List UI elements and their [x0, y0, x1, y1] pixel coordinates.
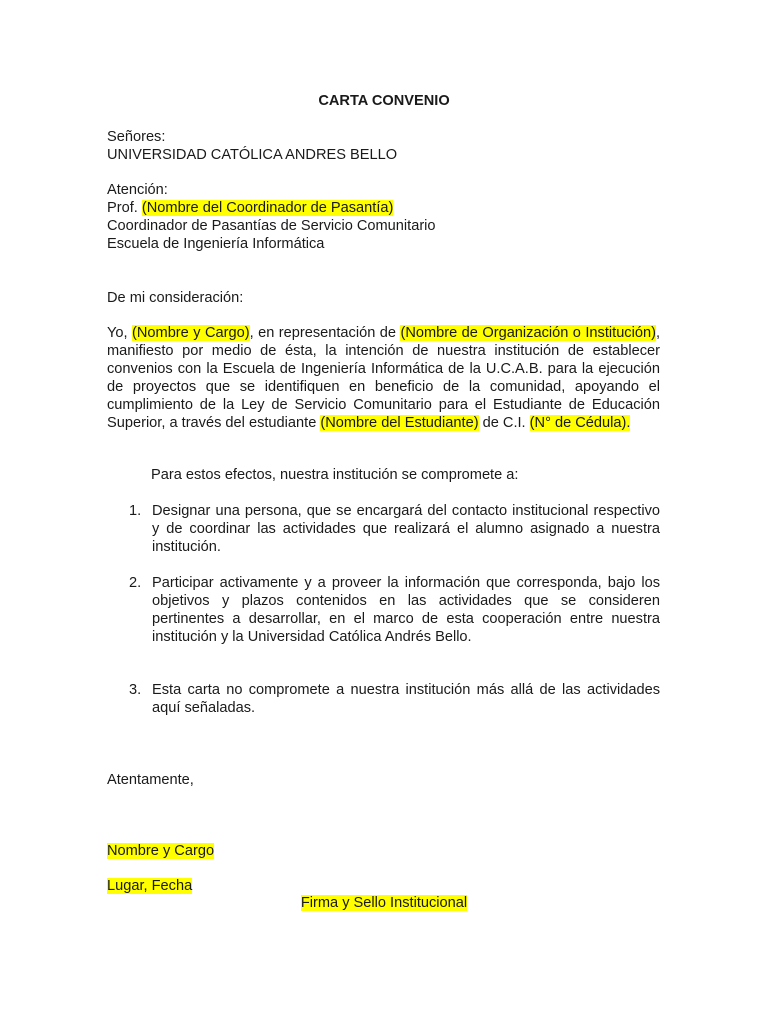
signature-firma-sello [0, 894, 768, 912]
signature-name-cargo [107, 842, 214, 860]
recipient-block [107, 128, 660, 164]
estudiante-placeholder: (Nombre del Estudiante) [320, 415, 479, 431]
signature-lugar-fecha-text: Lugar, Fecha [107, 878, 193, 894]
recipient-salutation: Señores: [107, 129, 166, 145]
item-number: 2. [129, 575, 142, 591]
prof-prefix: Prof. [107, 200, 138, 216]
signature-lugar-fecha [107, 877, 192, 895]
cedula-placeholder: (N° de Cédula). [529, 415, 631, 431]
body-yo: Yo, [107, 325, 133, 341]
body-main-text: , manifiesto por medio de ésta, la intención de nuestra institución de establecer convenios con la Escuela de Ingeniería Informática de la U.C.A.B. para la ejecución de proyectos que se identifiquen en beneficio de la comunidad, apoyando el cumplimiento de la Ley de Servicio Comunitario para el Estudiante de Educación Superior, a través del estudiante [107, 325, 661, 431]
attention-prof-line [107, 199, 660, 217]
closing: Atentamente, [107, 772, 194, 788]
body-representacion: , en representación de [249, 325, 401, 341]
nombre-cargo-placeholder: (Nombre y Cargo) [132, 325, 250, 341]
organizacion-placeholder: (Nombre de Organización o Institución) [400, 325, 656, 341]
recipient-institution: UNIVERSIDAD CATÓLICA ANDRES BELLO [107, 147, 398, 163]
greeting: De mi consideración: [107, 290, 244, 306]
item-number: 1. [129, 503, 142, 519]
item-number: 3. [129, 682, 142, 698]
body-de-ci: de C.I. [478, 415, 530, 431]
attention-school: Escuela de Ingeniería Informática [107, 236, 325, 252]
coordinator-placeholder: (Nombre del Coordinador de Pasantía) [141, 200, 394, 216]
signature-name-cargo-text: Nombre y Cargo [107, 843, 215, 859]
item-text: Esta carta no compromete a nuestra institución más allá de las actividades aquí señaladas. [152, 682, 660, 716]
attention-label: Atención: [107, 182, 168, 198]
signature-firma-sello-text: Firma y Sello Institucional [300, 895, 468, 911]
item-text: Participar activamente y a proveer la información que corresponda, bajo los objetivos y plazos contenidos en las actividades que se consideren pertinentes a desarrollar, en el marco de esta cooperación entre nuestra institución y la Universidad Católica Andrés Bello. [152, 575, 660, 645]
body-paragraph [107, 324, 660, 432]
item-text: Designar una persona, que se encargará del contacto institucional respectivo y de coordinar las actividades que realizará el alumno asignado a nuestra institución. [152, 503, 660, 555]
letter-title: CARTA CONVENIO [318, 93, 450, 109]
attention-block [107, 181, 660, 253]
commitment-intro: Para estos efectos, nuestra institución se compromete a: [151, 467, 519, 483]
attention-position: Coordinador de Pasantías de Servicio Comunitario [107, 218, 436, 234]
